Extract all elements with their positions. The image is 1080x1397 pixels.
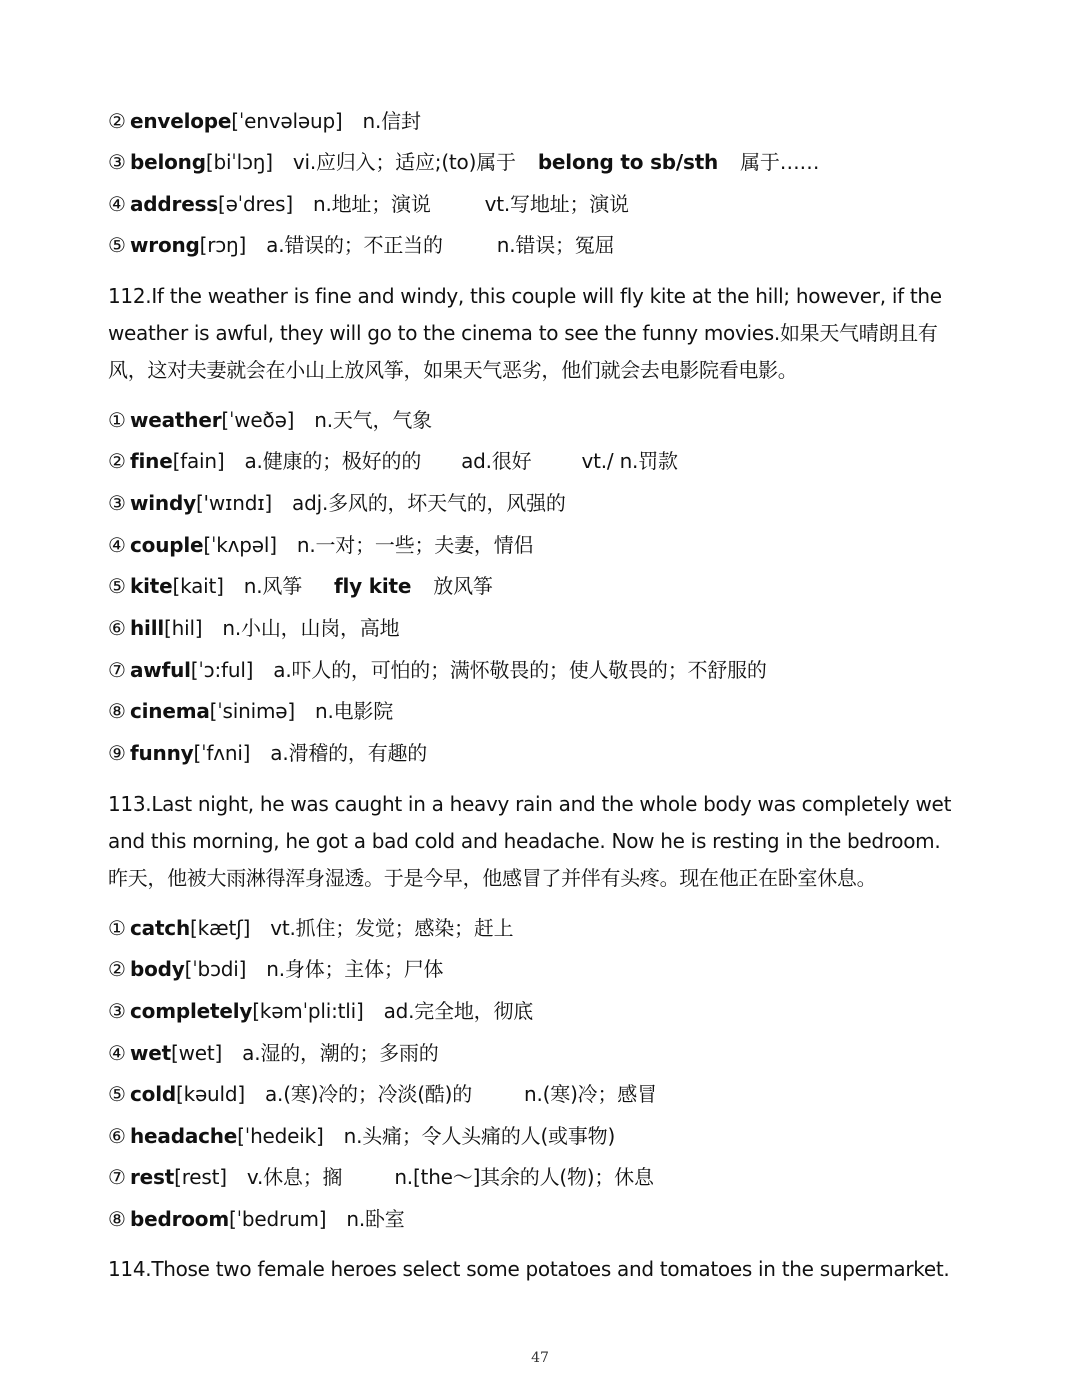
sentence-line: weather is awful, they will go to the cinema to see the funny movies.如果天气晴朗且有 <box>108 321 938 345</box>
definition: n.(寒)冷；感冒 <box>524 1082 657 1106</box>
vocab-word: belong <box>130 150 206 174</box>
definition: n.一对；一些；夫妻，情侣 <box>296 533 534 557</box>
vocab-word: rest <box>130 1165 175 1189</box>
entry-number: ⑨ <box>108 741 126 765</box>
definition: n.错误；冤屈 <box>496 233 615 257</box>
definition: n.卧室 <box>346 1207 405 1231</box>
vocab-entry <box>108 190 629 218</box>
entry-number: ④ <box>108 1041 126 1065</box>
sentence-113 <box>108 786 980 897</box>
entry-number: ⑥ <box>108 616 126 640</box>
vocab-entry <box>108 614 399 642</box>
entry-number: ④ <box>108 192 126 216</box>
phrase: belong to sb/sth <box>537 150 719 174</box>
entry-number: ② <box>108 957 126 981</box>
definition: a.健康的；极好的的 <box>244 449 422 473</box>
entry-number: ① <box>108 408 126 432</box>
definition: n.地址；演说 <box>312 192 431 216</box>
definition: vt.抓住；发觉；感染；赶上 <box>270 916 514 940</box>
vocab-word: completely <box>130 999 253 1023</box>
phonetic: [ˈfʌni] <box>193 741 251 765</box>
definition: vi.应归入；适应;(to)属于 <box>292 150 516 174</box>
phonetic: [rest] <box>174 1165 227 1189</box>
vocab-entry <box>108 148 819 176</box>
vocab-entry <box>108 697 393 725</box>
phonetic: [ˈkʌpəl] <box>203 533 277 557</box>
entry-number: ③ <box>108 150 126 174</box>
vocab-word: fine <box>130 449 173 473</box>
vocab-word: wrong <box>130 233 200 257</box>
sentence-line: 昨天，他被大雨淋得浑身湿透。于是今早，他感冒了并伴有头疼。现在他正在卧室休息。 <box>108 866 877 890</box>
entry-number: ② <box>108 109 126 133</box>
vocab-word: bedroom <box>130 1207 229 1231</box>
phonetic: [rɔŋ] <box>199 233 247 257</box>
page-number: 47 <box>531 1350 549 1366</box>
vocab-entry <box>108 489 566 517</box>
vocab-entry <box>108 955 443 983</box>
definition: ad.很好 <box>461 449 532 473</box>
vocab-word: couple <box>130 533 204 557</box>
phonetic: [ˈsinimə] <box>209 699 295 723</box>
vocab-entry <box>108 997 533 1025</box>
vocab-word: address <box>130 192 218 216</box>
entry-number: ⑧ <box>108 1207 126 1231</box>
vocab-word: envelope <box>130 109 232 133</box>
definition: n.电影院 <box>314 699 394 723</box>
sentence-line: 风，这对夫妻就会在小山上放风筝，如果天气恶劣，他们就会去电影院看电影。 <box>108 358 798 382</box>
vocab-entry <box>108 531 533 559</box>
definition: a.(寒)冷的；冷淡(酷)的 <box>265 1082 473 1106</box>
definition: n.小山，山岗，高地 <box>222 616 400 640</box>
vocab-word: windy <box>130 491 196 515</box>
definition: n.[the～]其余的人(物)；休息 <box>394 1165 654 1189</box>
entry-number: ⑤ <box>108 233 126 257</box>
vocab-word: weather <box>130 408 222 432</box>
phonetic: [kætʃ] <box>190 916 251 940</box>
vocab-entry <box>108 1039 439 1067</box>
phonetic: [hil] <box>164 616 203 640</box>
vocab-word: awful <box>130 658 191 682</box>
definition: n.天气，气象 <box>314 408 432 432</box>
vocab-word: cinema <box>130 699 210 723</box>
vocab-entry <box>108 739 427 767</box>
vocab-entry <box>108 1122 615 1150</box>
vocab-entry <box>108 572 493 600</box>
phonetic: [biˈlɔŋ] <box>205 150 273 174</box>
entry-number: ⑥ <box>108 1124 126 1148</box>
phonetic: [fain] <box>172 449 225 473</box>
vocab-word: catch <box>130 916 191 940</box>
vocab-entry <box>108 656 767 684</box>
phonetic: [ˈɔ:ful] <box>190 658 254 682</box>
definition: adj.多风的，坏天气的，风强的 <box>292 491 566 515</box>
vocab-word: cold <box>130 1082 176 1106</box>
entry-number: ① <box>108 916 126 940</box>
sentence-line: and this morning, he got a bad cold and headache. Now he is resting in the bedroom. <box>108 829 941 853</box>
definition: n.身体；主体；尸体 <box>266 957 444 981</box>
sentence-114 <box>108 1251 980 1288</box>
definition: a.湿的，潮的；多雨的 <box>242 1041 439 1065</box>
vocab-word: wet <box>130 1041 172 1065</box>
phrase: fly kite <box>334 574 412 598</box>
vocab-entry <box>108 914 513 942</box>
vocab-entry <box>108 231 614 259</box>
phonetic: [ˈhedeik] <box>237 1124 324 1148</box>
entry-number: ③ <box>108 999 126 1023</box>
entry-number: ⑦ <box>108 658 126 682</box>
entry-number: ④ <box>108 533 126 557</box>
vocab-word: hill <box>130 616 165 640</box>
phonetic: [kait] <box>172 574 224 598</box>
phonetic: [ˈbɔdi] <box>184 957 247 981</box>
phonetic: ['wɪndɪ] <box>195 491 273 515</box>
vocab-word: kite <box>130 574 173 598</box>
vocab-entry <box>108 1205 405 1233</box>
definition: 放风筝 <box>433 574 493 598</box>
sentence-line: 112.If the weather is fine and windy, this couple will fly kite at the hill; however, if the <box>108 284 942 308</box>
vocab-entry <box>108 447 678 475</box>
phonetic: [ˈenvələup] <box>231 109 343 133</box>
entry-number: ⑤ <box>108 1082 126 1106</box>
phonetic: [kəuld] <box>175 1082 245 1106</box>
definition: vt./ n.罚款 <box>581 449 678 473</box>
definition: n.风筝 <box>243 574 303 598</box>
vocab-entry <box>108 1080 657 1108</box>
vocab-entry <box>108 107 421 135</box>
definition: a.滑稽的，有趣的 <box>270 741 428 765</box>
sentence-112 <box>108 278 980 389</box>
vocab-entry <box>108 1163 654 1191</box>
definition: a.错误的；不正当的 <box>266 233 443 257</box>
vocab-word: headache <box>130 1124 238 1148</box>
definition: a.吓人的，可怕的；满怀敬畏的；使人敬畏的；不舒服的 <box>273 658 767 682</box>
vocab-word: body <box>130 957 185 981</box>
entry-number: ② <box>108 449 126 473</box>
phonetic: [əˈdres] <box>217 192 293 216</box>
entry-number: ⑧ <box>108 699 126 723</box>
entry-number: ⑤ <box>108 574 126 598</box>
entry-number: ⑦ <box>108 1165 126 1189</box>
definition: vt.写地址；演说 <box>484 192 629 216</box>
phonetic: [wet] <box>171 1041 223 1065</box>
vocab-word: funny <box>130 741 194 765</box>
definition: ad.完全地，彻底 <box>383 999 534 1023</box>
phonetic: [kəmˈpli:tli] <box>252 999 364 1023</box>
definition: n.信封 <box>362 109 421 133</box>
sentence-line: 114.Those two female heroes select some potatoes and tomatoes in the supermarket. <box>108 1257 950 1281</box>
entry-number: ③ <box>108 491 126 515</box>
definition: 属于…… <box>740 150 820 174</box>
vocab-entry <box>108 406 432 434</box>
definition: n.头痛；令人头痛的人(或事物) <box>343 1124 616 1148</box>
sentence-line: 113.Last night, he was caught in a heavy rain and the whole body was completely wet <box>108 792 952 816</box>
phonetic: [ˈbedrum] <box>228 1207 327 1231</box>
definition: v.休息；搁 <box>246 1165 343 1189</box>
phonetic: [ˈweðə] <box>221 408 295 432</box>
